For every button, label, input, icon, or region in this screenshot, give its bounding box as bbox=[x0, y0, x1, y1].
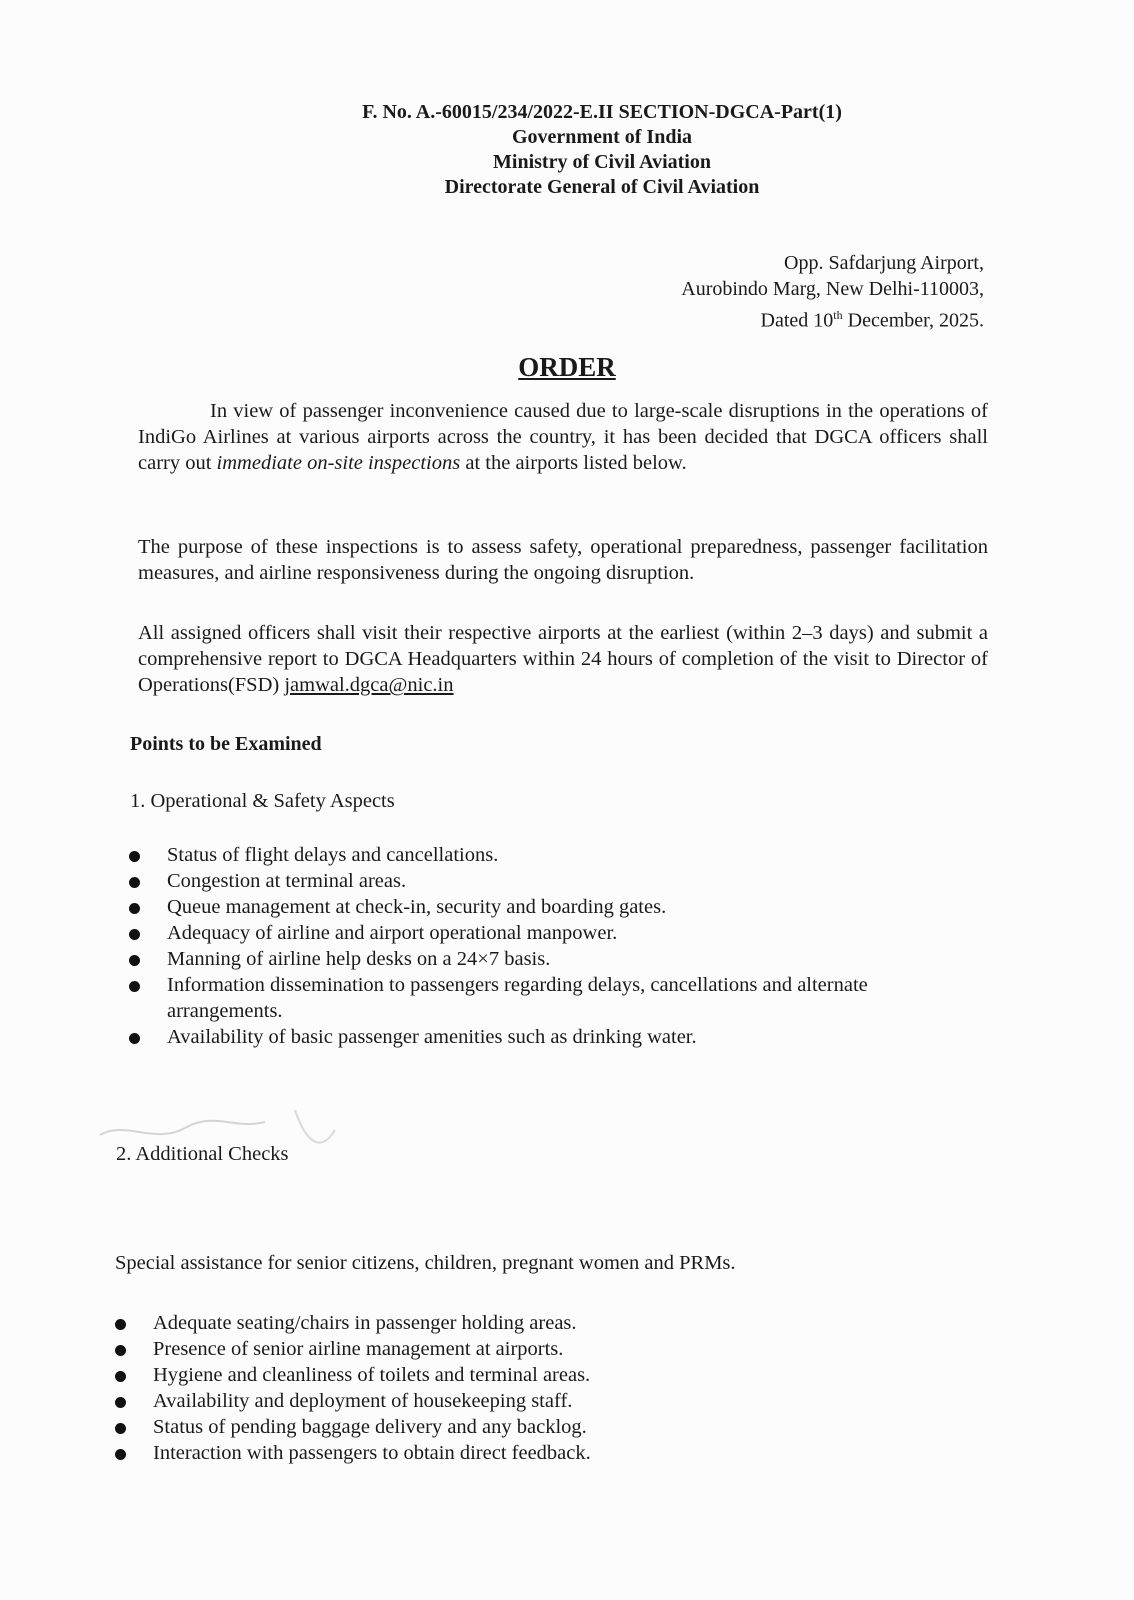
bullet-item bbox=[127, 1024, 957, 1050]
bullet-text: Manning of airline help desks on a 24×7 basis. bbox=[167, 948, 551, 970]
bullet-item bbox=[113, 1440, 813, 1466]
bullet-text: Interaction with passengers to obtain direct feedback. bbox=[153, 1442, 591, 1464]
bullet-item bbox=[113, 1388, 813, 1414]
bullet-item bbox=[113, 1310, 813, 1336]
bullet-item bbox=[127, 920, 957, 946]
section-1-list bbox=[127, 842, 957, 1050]
points-heading: Points to be Examined bbox=[130, 733, 322, 755]
bullet-icon bbox=[115, 1345, 126, 1356]
bullet-text: Adequacy of airline and airport operational manpower. bbox=[167, 922, 618, 944]
bullet-item bbox=[127, 868, 957, 894]
bullet-item bbox=[127, 894, 957, 920]
bullet-item bbox=[127, 842, 957, 868]
section-2-intro: Special assistance for senior citizens, children, pregnant women and PRMs. bbox=[115, 1252, 736, 1274]
paragraph-1: In view of passenger inconvenience caused due to large-scale disruptions in the operations of IndiGo Airlines at various airports across the country, it has been decided that DGCA officers shall carry out immediate on-site inspections at the airports listed below. bbox=[138, 400, 988, 474]
bullet-item bbox=[113, 1336, 813, 1362]
bullet-icon bbox=[129, 851, 140, 862]
bullet-icon bbox=[115, 1449, 126, 1460]
bullet-icon bbox=[115, 1397, 126, 1408]
file-number: F. No. A.-60015/234/2022-E.II SECTION-DGCA-Part(1) bbox=[362, 101, 842, 123]
section-1-title: 1. Operational & Safety Aspects bbox=[130, 790, 395, 812]
section-2-list bbox=[113, 1310, 813, 1466]
bullet-icon bbox=[115, 1423, 126, 1434]
email-link[interactable]: jamwal.dgca@nic.in bbox=[284, 674, 454, 696]
paragraph-3: All assigned officers shall visit their respective airports at the earliest (within 2–3 days) and submit a comprehensive report to DGCA Headquarters within 24 hours of completion of the visit to Director of Operations(FSD) jamwal.dgca@nic.in bbox=[138, 622, 988, 696]
ministry-line: Ministry of Civil Aviation bbox=[493, 151, 711, 173]
bullet-text: Queue management at check-in, security and boarding gates. bbox=[167, 896, 667, 918]
bullet-text: Information dissemination to passengers regarding delays, cancellations and alternate arrangements. bbox=[167, 974, 868, 1022]
bullet-text: Status of flight delays and cancellations. bbox=[167, 844, 499, 866]
bullet-text: Presence of senior airline management at airports. bbox=[153, 1338, 564, 1360]
bullet-item bbox=[113, 1362, 813, 1388]
bullet-icon bbox=[129, 955, 140, 966]
date-line: Dated 10th December, 2025. bbox=[760, 308, 984, 332]
bullet-item bbox=[113, 1414, 813, 1440]
address-line-2: Aurobindo Marg, New Delhi-110003, bbox=[681, 278, 984, 300]
address-block bbox=[681, 250, 984, 334]
letterhead bbox=[0, 100, 1134, 200]
bullet-icon bbox=[129, 929, 140, 940]
bullet-text: Availability of basic passenger amenities such as drinking water. bbox=[167, 1026, 697, 1048]
bullet-icon bbox=[129, 1033, 140, 1044]
bullet-text: Availability and deployment of housekeeping staff. bbox=[153, 1390, 573, 1412]
directorate-line: Directorate General of Civil Aviation bbox=[444, 176, 760, 198]
order-title: ORDER bbox=[518, 352, 616, 382]
bullet-icon bbox=[115, 1371, 126, 1382]
section-2-title: 2. Additional Checks bbox=[116, 1143, 289, 1165]
bullet-item bbox=[127, 972, 957, 1024]
bullet-icon bbox=[129, 981, 140, 992]
bullet-icon bbox=[129, 877, 140, 888]
paragraph-2: The purpose of these inspections is to assess safety, operational preparedness, passenger facilitation measures, and airline responsiveness during the ongoing disruption. bbox=[138, 536, 988, 584]
bullet-text: Hygiene and cleanliness of toilets and terminal areas. bbox=[153, 1364, 591, 1386]
bullet-icon bbox=[129, 903, 140, 914]
address-line-1: Opp. Safdarjung Airport, bbox=[784, 252, 984, 274]
bullet-text: Congestion at terminal areas. bbox=[167, 870, 407, 892]
bullet-icon bbox=[115, 1319, 126, 1330]
bullet-text: Adequate seating/chairs in passenger holding areas. bbox=[153, 1312, 577, 1334]
government-line: Government of India bbox=[512, 126, 692, 148]
bullet-text: Status of pending baggage delivery and any backlog. bbox=[153, 1416, 587, 1438]
bullet-item bbox=[127, 946, 957, 972]
